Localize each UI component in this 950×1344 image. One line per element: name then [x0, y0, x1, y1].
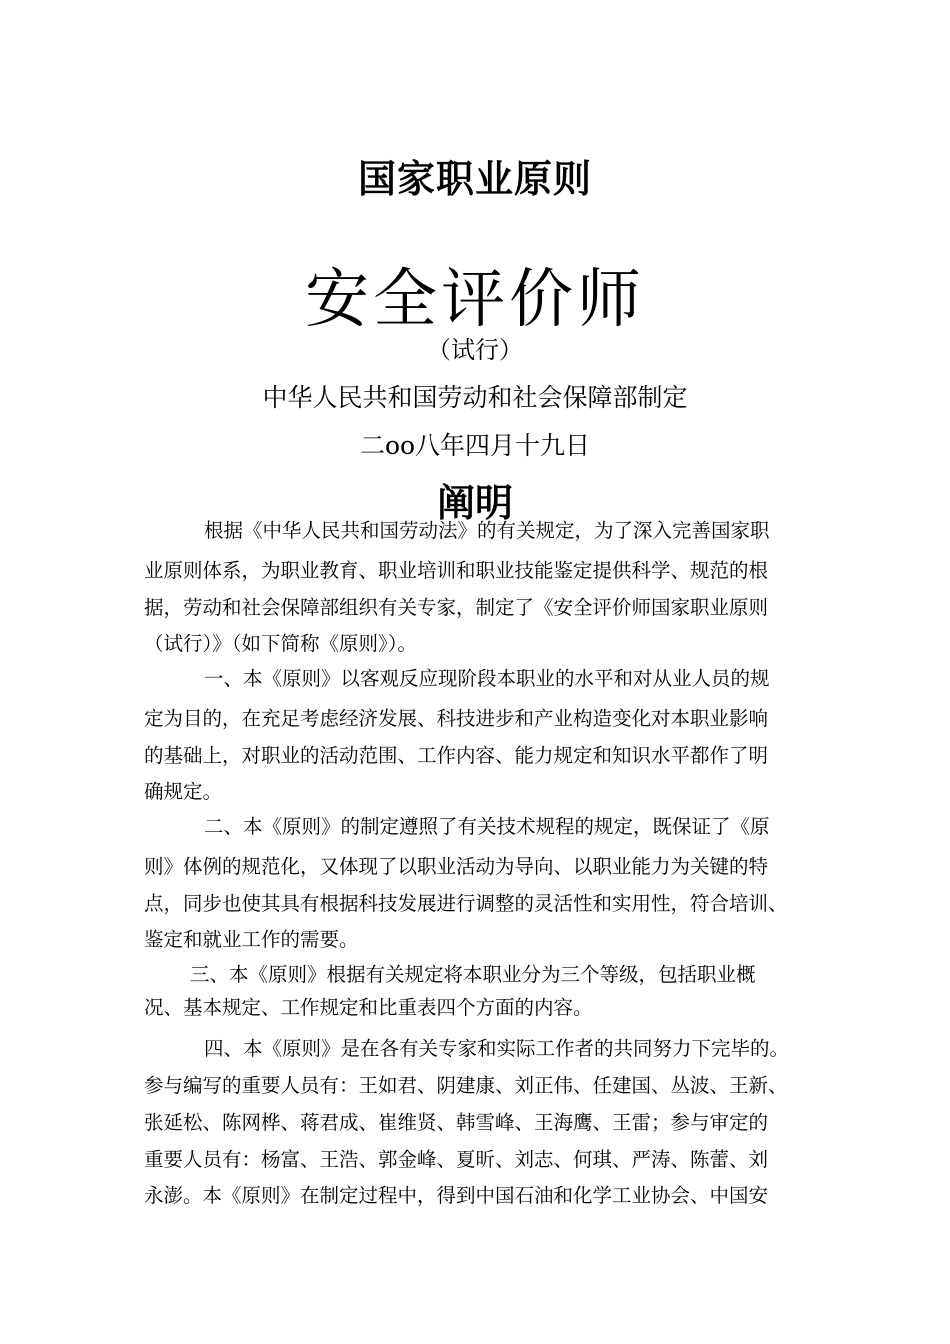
issuer-line: 中华人民共和国劳动和社会保障部制定 — [262, 383, 688, 412]
body-line: 据，劳动和社会保障部组织有关专家，制定了《安全评价师国家职业原则 — [144, 596, 769, 619]
body-line: 三、本《原则》根据有关规定将本职业分为三个等级，包括职业概 — [190, 963, 756, 986]
body-line: 张延松、陈网桦、蒋君成、崔维贤、韩雪峰、王海鹰、王雷；参与审定的 — [144, 1111, 769, 1134]
series-title: 国家职业原则 — [357, 157, 592, 201]
body-line: 永澎。本《原则》在制定过程中，得到中国石油和化学工业协会、中国安 — [144, 1184, 769, 1207]
body-line: 二、本《原则》的制定遵照了有关技术规程的规定，既保证了《原 — [204, 815, 770, 838]
body-line: 定为目的，在充足考虑经济发展、科技进步和产业构造变化对本职业影响 — [144, 707, 769, 730]
body-line: 则》体例的规范化，又体现了以职业活动为导向、以职业能力为关键的特 — [144, 855, 769, 878]
notes-heading: 阐明 — [436, 481, 513, 525]
body-line: 确规定。 — [144, 780, 223, 803]
body-line: 业原则体系，为职业教育、职业培训和职业技能鉴定提供科学、规范的根 — [144, 559, 769, 582]
trial-label: （试行） — [427, 336, 523, 364]
body-line: 一、本《原则》以客观反应现阶段本职业的水平和对从业人员的规 — [204, 667, 770, 690]
body-line: 鉴定和就业工作的需要。 — [144, 928, 359, 951]
body-line: 根据《中华人民共和国劳动法》的有关规定，为了深入完善国家职 — [204, 519, 770, 542]
body-line: 四、本《原则》是在各有关专家和实际工作者的共同努力下完毕的。 — [204, 1037, 790, 1060]
issue-date: 二oo八年四月十九日 — [359, 431, 591, 460]
occupation-title: 安全评价师 — [305, 263, 645, 337]
body-line: 重要人员有：杨富、王浩、郭金峰、夏昕、刘志、何琪、严涛、陈蕾、刘 — [144, 1148, 769, 1171]
body-line: 点，同步也使其具有根据科技发展进行调整的灵活性和实用性，符合培训、 — [144, 892, 788, 915]
body-line: 的基础上，对职业的活动范围、工作内容、能力规定和知识水平都作了明 — [144, 744, 769, 767]
body-line: 参与编写的重要人员有：王如君、阴建康、刘正伟、任建国、丛波、王新、 — [144, 1074, 788, 1097]
body-line: （试行）》（如下简称《原则》）。 — [144, 632, 418, 655]
body-line: 况、基本规定、工作规定和比重表四个方面的内容。 — [144, 996, 593, 1019]
